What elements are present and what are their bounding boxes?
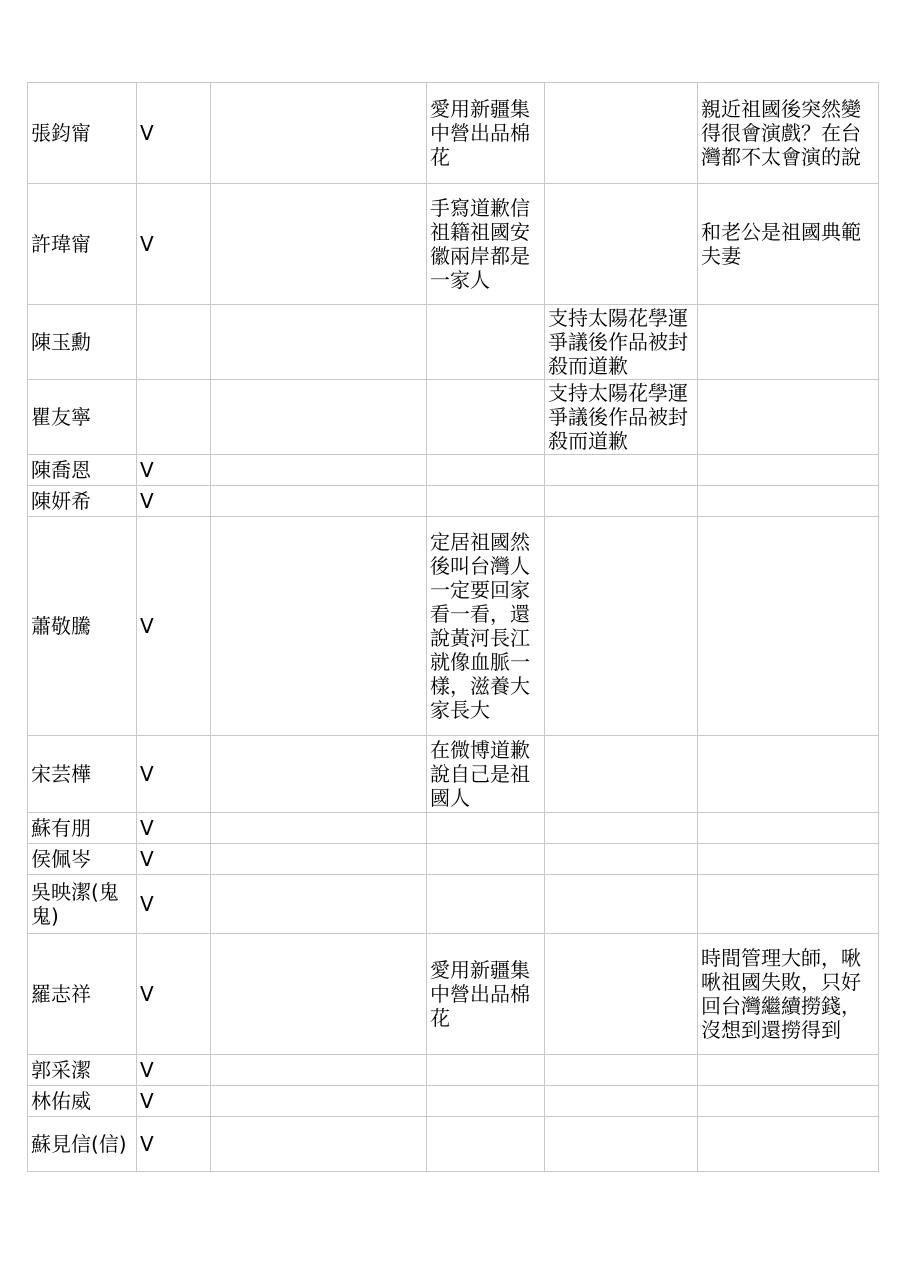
table-body	[28, 83, 879, 1172]
col3-cell	[211, 875, 427, 934]
col3-cell	[211, 486, 427, 517]
col6-cell	[698, 1086, 879, 1117]
col6-cell: 時間管理大師，啾啾祖國失敗，只好回台灣繼續撈錢，沒想到還撈得到	[698, 934, 879, 1055]
col4-cell	[427, 1117, 545, 1172]
mark-cell: V	[137, 1117, 211, 1172]
col5-cell	[545, 844, 698, 875]
table-row	[28, 813, 879, 844]
col4-cell	[427, 1086, 545, 1117]
name-cell: 侯佩岑	[28, 844, 137, 875]
mark-cell: V	[137, 813, 211, 844]
table-row	[28, 736, 879, 813]
col6-cell	[698, 517, 879, 736]
mark-cell: V	[137, 517, 211, 736]
col4-cell: 在微博道歉說自己是祖國人	[427, 736, 545, 813]
col4-cell	[427, 844, 545, 875]
col6-cell	[698, 455, 879, 486]
name-cell: 陳妍希	[28, 486, 137, 517]
table-row	[28, 305, 879, 380]
name-cell: 蘇有朋	[28, 813, 137, 844]
col5-cell	[545, 1086, 698, 1117]
col5-cell	[545, 736, 698, 813]
col5-cell	[545, 455, 698, 486]
name-cell: 陳喬恩	[28, 455, 137, 486]
col4-cell	[427, 486, 545, 517]
table-row	[28, 1055, 879, 1086]
celebrity-table	[27, 82, 879, 1172]
col6-cell	[698, 305, 879, 380]
col6-cell: 親近祖國後突然變得很會演戲？在台灣都不太會演的說	[698, 83, 879, 184]
name-cell: 郭采潔	[28, 1055, 137, 1086]
col6-cell	[698, 380, 879, 455]
name-cell: 宋芸樺	[28, 736, 137, 813]
col5-cell	[545, 813, 698, 844]
mark-cell: V	[137, 875, 211, 934]
col6-cell	[698, 875, 879, 934]
name-cell: 蘇見信(信)	[28, 1117, 137, 1172]
col5-cell	[545, 1055, 698, 1086]
mark-cell: V	[137, 1086, 211, 1117]
col3-cell	[211, 380, 427, 455]
col6-cell	[698, 1055, 879, 1086]
name-cell: 林佑威	[28, 1086, 137, 1117]
mark-cell: V	[137, 486, 211, 517]
name-cell: 羅志祥	[28, 934, 137, 1055]
table-row	[28, 1117, 879, 1172]
col3-cell	[211, 184, 427, 305]
mark-cell: V	[137, 1055, 211, 1086]
col3-cell	[211, 517, 427, 736]
col5-cell	[545, 875, 698, 934]
col6-cell	[698, 486, 879, 517]
col3-cell	[211, 736, 427, 813]
col5-cell	[545, 934, 698, 1055]
mark-cell: V	[137, 83, 211, 184]
name-cell: 陳玉勳	[28, 305, 137, 380]
col3-cell	[211, 305, 427, 380]
col3-cell	[211, 813, 427, 844]
col4-cell	[427, 1055, 545, 1086]
table-row	[28, 184, 879, 305]
table-row	[28, 517, 879, 736]
col3-cell	[211, 455, 427, 486]
col4-cell	[427, 380, 545, 455]
col5-cell	[545, 486, 698, 517]
table-row	[28, 455, 879, 486]
col4-cell	[427, 875, 545, 934]
table-row	[28, 380, 879, 455]
mark-cell: V	[137, 934, 211, 1055]
mark-cell	[137, 305, 211, 380]
col5-cell	[545, 83, 698, 184]
col4-cell: 愛用新疆集中營出品棉花	[427, 83, 545, 184]
col3-cell	[211, 1117, 427, 1172]
table-row	[28, 875, 879, 934]
table-row	[28, 486, 879, 517]
mark-cell: V	[137, 844, 211, 875]
col3-cell	[211, 1086, 427, 1117]
table-row	[28, 83, 879, 184]
col4-cell	[427, 455, 545, 486]
col5-cell	[545, 1117, 698, 1172]
col5-cell	[545, 184, 698, 305]
name-cell: 張鈞甯	[28, 83, 137, 184]
col3-cell	[211, 1055, 427, 1086]
table-row	[28, 1086, 879, 1117]
col6-cell	[698, 1117, 879, 1172]
name-cell: 瞿友寧	[28, 380, 137, 455]
col6-cell	[698, 844, 879, 875]
col5-cell: 支持太陽花學運爭議後作品被封殺而道歉	[545, 305, 698, 380]
mark-cell: V	[137, 455, 211, 486]
col3-cell	[211, 934, 427, 1055]
col4-cell: 手寫道歉信祖籍祖國安徽兩岸都是一家人	[427, 184, 545, 305]
col3-cell	[211, 83, 427, 184]
mark-cell: V	[137, 184, 211, 305]
col6-cell: 和老公是祖國典範夫妻	[698, 184, 879, 305]
col5-cell: 支持太陽花學運爭議後作品被封殺而道歉	[545, 380, 698, 455]
col4-cell: 愛用新疆集中營出品棉花	[427, 934, 545, 1055]
mark-cell	[137, 380, 211, 455]
name-cell: 蕭敬騰	[28, 517, 137, 736]
name-cell: 許瑋甯	[28, 184, 137, 305]
col4-cell: 定居祖國然後叫台灣人一定要回家看一看，還說黃河長江就像血脈一樣，滋養大家長大	[427, 517, 545, 736]
mark-cell: V	[137, 736, 211, 813]
col4-cell	[427, 813, 545, 844]
col6-cell	[698, 736, 879, 813]
col5-cell	[545, 517, 698, 736]
col4-cell	[427, 305, 545, 380]
col6-cell	[698, 813, 879, 844]
col3-cell	[211, 844, 427, 875]
table-row	[28, 844, 879, 875]
name-cell: 吳映潔(鬼鬼)	[28, 875, 137, 934]
table-row	[28, 934, 879, 1055]
